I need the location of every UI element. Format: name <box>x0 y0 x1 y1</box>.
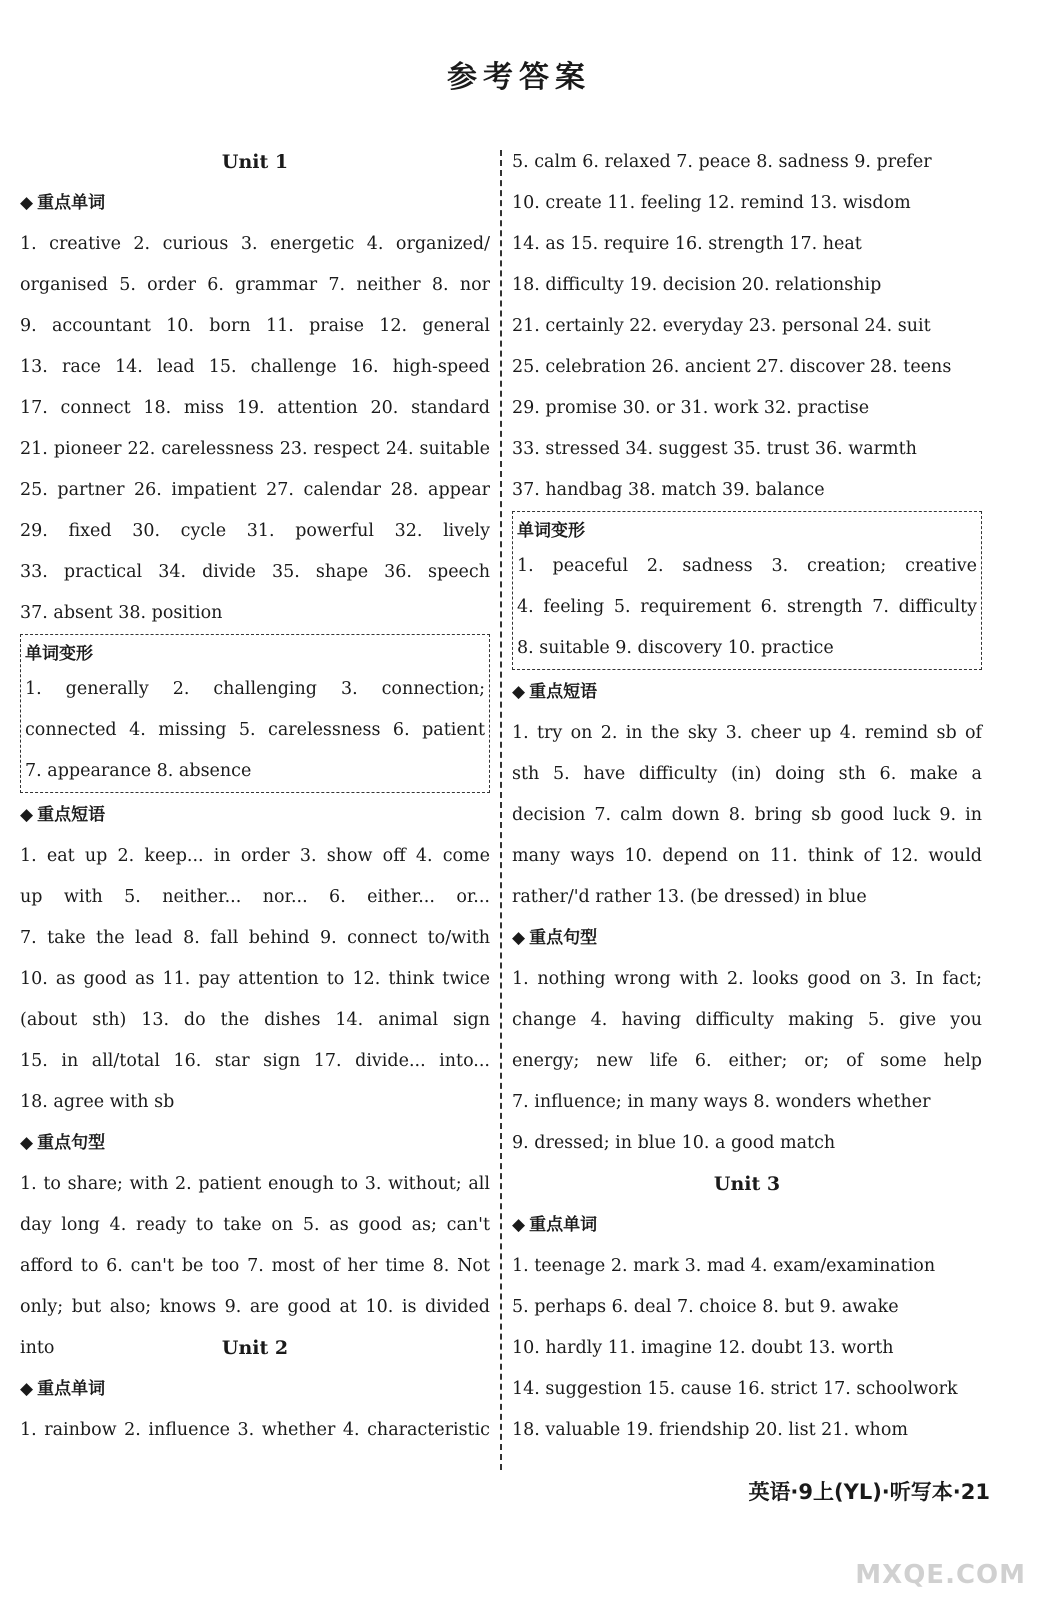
answer-line: connected 4. missing 5. carelessness 6. patient <box>25 720 485 740</box>
answer-line: 1. nothing wrong with 2. looks good on 3. In fact; <box>512 969 982 989</box>
right-column <box>512 142 982 1451</box>
unit-2-key-words-cont <box>512 142 982 511</box>
answer-line: 1. eat up 2. keep... in order 3. show off 4. come <box>20 846 490 866</box>
unit-2-key-words-start <box>20 1410 490 1451</box>
answer-line: 33. practical 34. divide 35. shape 36. speech <box>20 562 490 582</box>
unit-1-word-forms <box>25 669 485 792</box>
answer-line: 1. teenage 2. mark 3. mad 4. exam/examination <box>512 1256 936 1276</box>
answer-line: 29. promise 30. or 31. work 32. practise <box>512 398 870 418</box>
answer-line: 21. pioneer 22. carelessness 23. respect 24. suitable <box>20 439 490 459</box>
column-divider <box>500 150 502 1470</box>
answer-line: 1. generally 2. challenging 3. connection; <box>25 679 485 699</box>
diamond-icon: ◆ <box>20 1133 34 1153</box>
answer-line: day long 4. ready to take on 5. as good as; can't <box>20 1215 490 1235</box>
answer-line: 7. appearance 8. absence <box>25 761 252 781</box>
answer-line: 13. race 14. lead 15. challenge 16. high-speed <box>20 357 490 377</box>
diamond-icon: ◆ <box>20 1379 34 1399</box>
answer-line: only; but also; knows 9. are good at 10. is divided into <box>20 1297 490 1358</box>
unit-1-key-sentences-heading: ◆ 重点句型 <box>20 1133 106 1153</box>
answer-line: 18. difficulty 19. decision 20. relationship <box>512 275 882 295</box>
answer-line: 17. connect 18. miss 19. attention 20. standard <box>20 398 490 418</box>
diamond-icon: ◆ <box>512 682 526 702</box>
answer-line: 8. suitable 9. discovery 10. practice <box>517 638 834 658</box>
answer-line: 15. in all/total 16. star sign 17. divide... into... <box>20 1051 490 1071</box>
diamond-icon: ◆ <box>20 193 34 213</box>
page-title: 参考答案 <box>447 60 591 95</box>
answer-line: 37. absent 38. position <box>20 603 223 623</box>
answer-line: 10. create 11. feeling 12. remind 13. wisdom <box>512 193 911 213</box>
answer-line: 4. feeling 5. requirement 6. strength 7. difficulty <box>517 597 977 617</box>
answer-line: 7. take the lead 8. fall behind 9. connect to/with <box>20 928 490 948</box>
answer-line: 1. to share; with 2. patient enough to 3. without; all <box>20 1174 490 1194</box>
unit-1-key-words-heading: ◆ 重点单词 <box>20 193 106 213</box>
unit-1-key-phrases-heading: ◆ 重点短语 <box>20 805 106 825</box>
unit-2-word-forms-box <box>512 511 982 670</box>
unit-1-key-words <box>20 224 490 634</box>
answer-line: change 4. having difficulty making 5. give you <box>512 1010 982 1030</box>
answer-line: up with 5. neither... nor... 6. either... or... <box>20 887 490 907</box>
unit-2-word-forms <box>517 546 977 669</box>
answer-line: 25. celebration 26. ancient 27. discover 28. teens <box>512 357 952 377</box>
diamond-icon: ◆ <box>20 805 34 825</box>
answer-line: energy; new life 6. either; or; of some help <box>512 1051 982 1071</box>
answer-line: decision 7. calm down 8. bring sb good luck 9. in <box>512 805 982 825</box>
answer-line: (about sth) 13. do the dishes 14. animal sign <box>20 1010 490 1030</box>
answer-line: 14. as 15. require 16. strength 17. heat <box>512 234 862 254</box>
unit-2-key-phrases-heading: ◆ 重点短语 <box>512 682 598 702</box>
answer-line: 21. certainly 22. everyday 23. personal 24. suit <box>512 316 931 336</box>
answer-line: 14. suggestion 15. cause 16. strict 17. schoolwork <box>512 1379 958 1399</box>
unit-2-key-phrases <box>512 713 982 918</box>
answer-line: 18. valuable 19. friendship 20. list 21. whom <box>512 1420 908 1440</box>
page-footer: 英语·9上(YL)·听写本·21 <box>748 1480 990 1504</box>
answer-line: 18. agree with sb <box>20 1092 175 1112</box>
answer-line: 9. dressed; in blue 10. a good match <box>512 1133 836 1153</box>
unit-2-key-sentences-heading: ◆ 重点句型 <box>512 928 598 948</box>
unit-3-key-words <box>512 1246 982 1451</box>
answer-line: 9. accountant 10. born 11. praise 12. general <box>20 316 490 336</box>
answer-line: 10. as good as 11. pay attention to 12. think twice <box>20 969 490 989</box>
unit-1-key-phrases <box>20 836 490 1123</box>
diamond-icon: ◆ <box>512 928 526 948</box>
answer-line: organised 5. order 6. grammar 7. neither 8. nor <box>20 275 490 295</box>
word-forms-heading: 单词变形 <box>517 521 585 541</box>
answer-line: many ways 10. depend on 11. think of 12. would <box>512 846 982 866</box>
answer-line: 25. partner 26. impatient 27. calendar 28. appear <box>20 480 490 500</box>
unit-2-key-sentences <box>512 959 982 1164</box>
unit-3-title: Unit 3 <box>713 1173 781 1195</box>
unit-1-word-forms-box <box>20 634 490 793</box>
answer-line: 33. stressed 34. suggest 35. trust 36. warmth <box>512 439 917 459</box>
answer-line: 10. hardly 11. imagine 12. doubt 13. worth <box>512 1338 894 1358</box>
answer-line: 1. peaceful 2. sadness 3. creation; creative <box>517 556 977 576</box>
watermark: MXQE.COM <box>855 1560 1026 1590</box>
answer-line: 29. fixed 30. cycle 31. powerful 32. lively <box>20 521 490 541</box>
answer-line: 1. rainbow 2. influence 3. whether 4. characteristic <box>20 1420 490 1440</box>
unit-3-key-words-heading: ◆ 重点单词 <box>512 1215 598 1235</box>
left-column <box>20 142 490 1451</box>
answer-line: 5. calm 6. relaxed 7. peace 8. sadness 9. prefer <box>512 152 932 172</box>
answer-line: sth 5. have difficulty (in) doing sth 6. make a <box>512 764 982 784</box>
answer-line: 1. creative 2. curious 3. energetic 4. organized/ <box>20 234 490 254</box>
unit-2-key-words-heading: ◆ 重点单词 <box>20 1379 106 1399</box>
word-forms-heading: 单词变形 <box>25 644 93 664</box>
diamond-icon: ◆ <box>512 1215 526 1235</box>
answer-line: 7. influence; in many ways 8. wonders whether <box>512 1092 931 1112</box>
answer-line: 37. handbag 38. match 39. balance <box>512 480 825 500</box>
unit-1-title: Unit 1 <box>221 151 289 173</box>
answer-line: 5. perhaps 6. deal 7. choice 8. but 9. awake <box>512 1297 899 1317</box>
answer-line: 1. try on 2. in the sky 3. cheer up 4. remind sb of <box>512 723 982 743</box>
answer-line: rather/'d rather 13. (be dressed) in blue <box>512 887 867 907</box>
answer-line: afford to 6. can't be too 7. most of her time 8. Not <box>20 1256 490 1276</box>
unit-2-title: Unit 2 <box>221 1337 289 1359</box>
